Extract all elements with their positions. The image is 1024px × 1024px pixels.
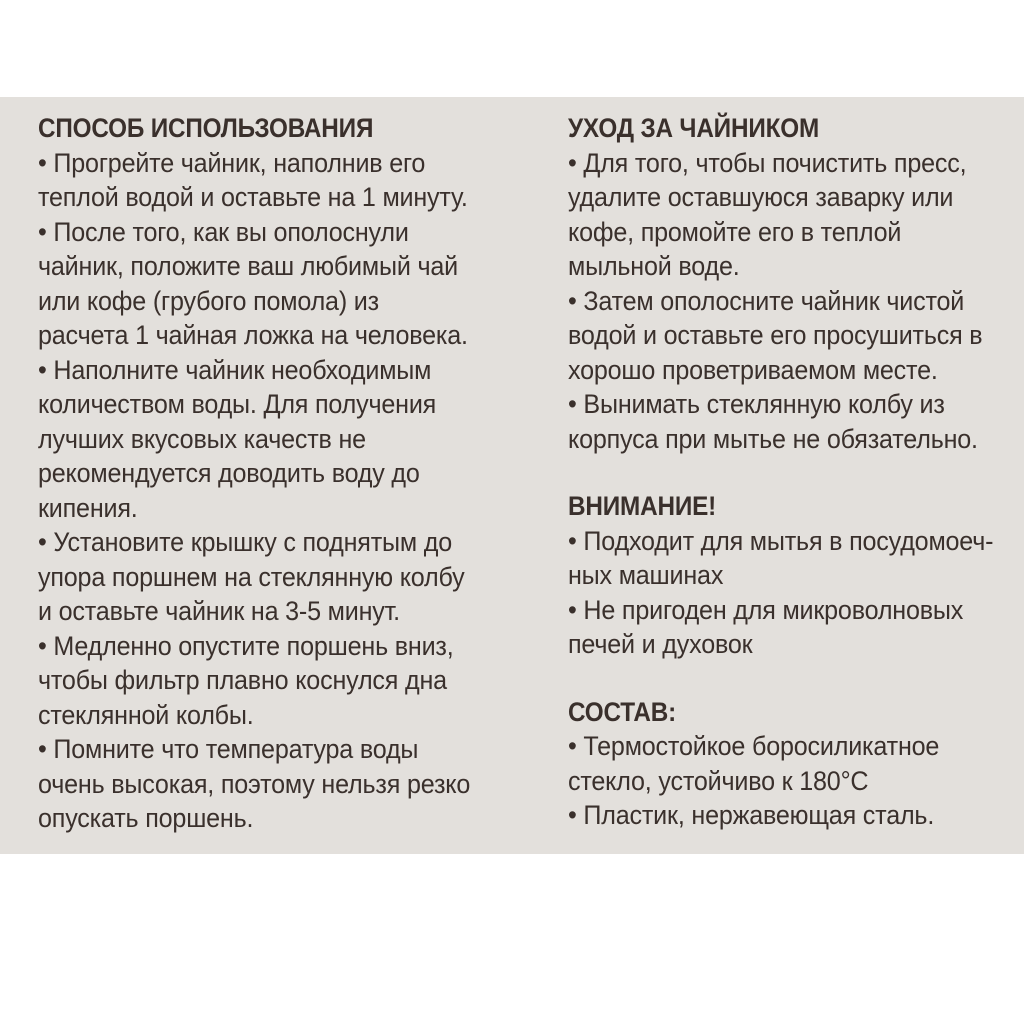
usage-line: количеством воды. Для получения: [38, 389, 437, 419]
usage-section: [38, 111, 508, 836]
care-heading: УХОД ЗА ЧАЙНИКОМ: [568, 113, 820, 143]
usage-line: • Помните что температура воды: [38, 734, 419, 764]
usage-line: и оставьте чайник на 3-5 минут.: [38, 596, 400, 626]
usage-line: чтобы фильтр плавно коснулся дна: [38, 665, 447, 695]
instruction-card: [0, 97, 1024, 854]
attention-section: [568, 489, 1020, 662]
usage-column: [38, 111, 508, 836]
attention-line: • Не пригоден для микроволновых: [568, 594, 964, 625]
composition-section: [568, 695, 1020, 833]
care-line: водой и оставьте его просушиться в: [568, 320, 983, 350]
usage-line: чайник, положите ваш любимый чай: [38, 251, 458, 281]
usage-line: • После того, как вы ополоснули: [38, 216, 409, 247]
usage-line: • Наполните чайник необходимым: [38, 354, 432, 385]
care-line: хорошо проветриваемом месте.: [568, 354, 938, 385]
usage-line: теплой водой и оставьте на 1 минуту.: [38, 182, 468, 212]
usage-line: • Установите крышку с поднятым до: [38, 527, 453, 557]
usage-line: расчета 1 чайная ложка на человека.: [38, 320, 468, 350]
usage-line: стеклянной колбы.: [38, 699, 254, 730]
usage-line: • Прогрейте чайник, наполнив его: [38, 147, 426, 178]
usage-line: упора поршнем на стеклянную колбу: [38, 561, 465, 592]
usage-line: лучших вкусовых качеств не: [38, 423, 366, 454]
usage-line: очень высокая, поэтому нельзя резко: [38, 768, 471, 799]
care-line: корпуса при мытье не обязательно.: [568, 423, 978, 454]
composition-heading: СОСТАВ:: [568, 696, 677, 727]
composition-line: стекло, устойчиво к 180°C: [568, 765, 869, 796]
usage-heading: СПОСОБ ИСПОЛЬЗОВАНИЯ: [38, 113, 374, 143]
attention-line: ных машинах: [568, 560, 724, 590]
composition-line: • Пластик, нержавеющая сталь.: [568, 800, 935, 830]
care-column: [568, 111, 1020, 833]
care-section: [568, 111, 1020, 456]
attention-line: • Подходит для мытья в посудомоеч-: [568, 525, 994, 556]
usage-line: • Медленно опустите поршень вниз,: [38, 630, 454, 661]
care-line: мыльной воде.: [568, 251, 740, 281]
care-line: • Для того, чтобы почистить пресс,: [568, 147, 967, 178]
usage-line: рекомендуется доводить воду до: [38, 458, 420, 488]
usage-line: кипения.: [38, 492, 138, 523]
usage-line: опускать поршень.: [38, 803, 254, 833]
care-line: • Затем ополосните чайник чистой: [568, 285, 965, 316]
care-line: кофе, промойте его в теплой: [568, 216, 902, 247]
care-line: удалите оставшуюся заварку или: [568, 182, 954, 212]
attention-heading: ВНИМАНИЕ!: [568, 491, 717, 521]
care-line: • Вынимать стеклянную колбу из: [568, 389, 945, 419]
attention-line: печей и духовок: [568, 629, 753, 659]
usage-line: или кофе (грубого помола) из: [38, 285, 379, 316]
composition-line: • Термостойкое боросиликатное: [568, 731, 940, 761]
